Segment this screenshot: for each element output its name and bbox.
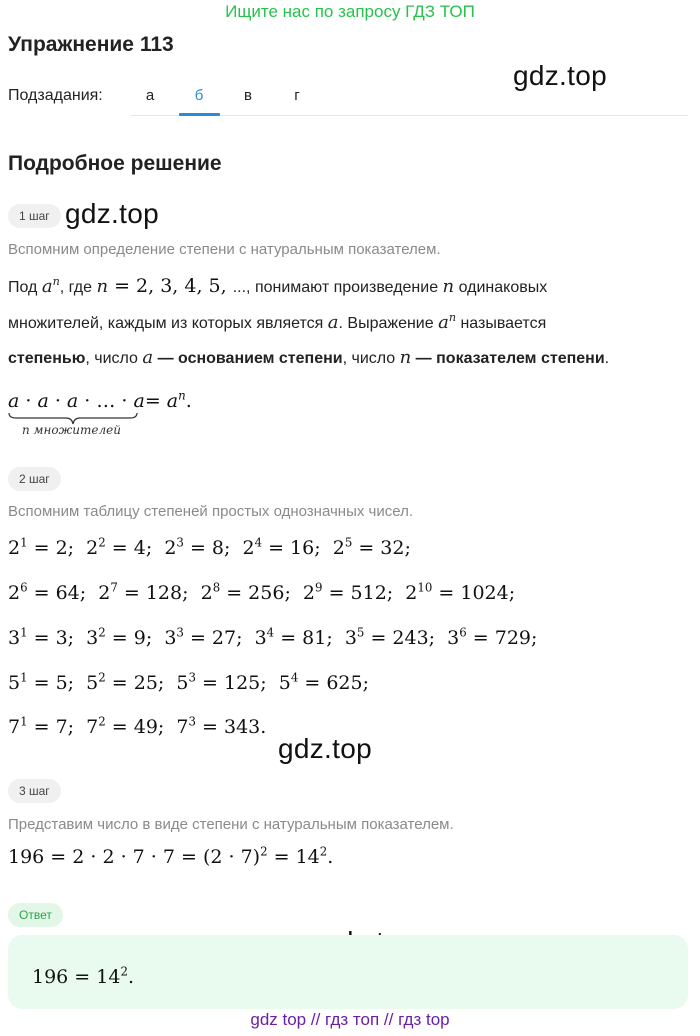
powers-of-2-line-2: $2^6 = 64$; $2^7 = 128$; $2^8 = 256$; $2^9 = 512$; $2^{10} = 1024$; xyxy=(8,580,516,604)
active-tab-indicator xyxy=(179,113,220,116)
bottom-links xyxy=(0,1010,700,1030)
definition-line-2: множителей, каждым из которых является a. Выражение $a^n$ называется xyxy=(8,310,547,333)
brace-label: n множителей xyxy=(22,423,121,437)
watermark: gdz.top xyxy=(278,733,372,764)
tab-a[interactable]: а xyxy=(145,87,155,104)
powers-of-3: $3^1 = 3$; $3^2 = 9$; $3^3 = 27$; $3^4 = 81$; $3^5 = 243$; $3^6 = 729$; xyxy=(8,625,538,649)
product-formula: a · a · a · … · $a= a^n$. n множителей xyxy=(8,388,192,437)
tab-v[interactable]: в xyxy=(244,87,252,104)
answer-badge: Ответ xyxy=(8,903,63,927)
definition-line-3: степенью, число a — основанием степени, число n — показателем степени. xyxy=(8,347,610,368)
footer-link[interactable]: gdz top xyxy=(250,1010,307,1029)
definition-line-1: Под $a^n$, где n = 2, 3, 4, 5, ..., понимают произведение n одинаковых xyxy=(8,274,548,297)
powers-of-5: $5^1 = 5$; $5^2 = 25$; $5^3 = 125$; $5^4 = 625$; xyxy=(8,670,370,694)
step-badge: 2 шаг xyxy=(8,467,61,491)
step-badge: 1 шаг xyxy=(8,204,61,228)
section-title: Подробное решение xyxy=(8,152,222,175)
step-hint: Вспомним таблицу степеней простых однозначных чисел. xyxy=(8,503,413,520)
search-banner: Ищите нас по запросу ГДЗ ТОП xyxy=(225,2,475,21)
step-hint: Представим число в виде степени с натуральным показателем. xyxy=(8,816,454,833)
powers-of-2-line-1: $2^1 = 2$; $2^2 = 4$; $2^3 = 8$; $2^4 = 16$; $2^5 = 32$; xyxy=(8,535,411,559)
step-badge: 3 шаг xyxy=(8,779,61,803)
watermark: gdz.top xyxy=(65,198,159,229)
solution-equation: $196 = 2 \cdot 2 \cdot 7 \cdot 7 = (2 \cdot 7)^2 = 14^2$. xyxy=(8,844,334,868)
footer-separator: // xyxy=(310,1010,321,1029)
powers-of-7: $7^1 = 7$; $7^2 = 49$; $7^3 = 343$. xyxy=(8,714,267,738)
tab-g[interactable]: г xyxy=(294,87,300,104)
footer-separator: // xyxy=(383,1010,394,1029)
page-title: Упражнение 113 xyxy=(8,33,174,56)
step-hint: Вспомним определение степени с натуральным показателем. xyxy=(8,241,441,258)
footer-link[interactable]: гдз top xyxy=(398,1010,450,1029)
answer-equation: $196 = 14^2$. xyxy=(32,964,134,988)
subtasks-label: Подзадания: xyxy=(8,87,103,104)
footer-link[interactable]: гдз топ xyxy=(325,1010,380,1029)
tab-b[interactable]: б xyxy=(194,87,204,104)
watermark: gdz.top xyxy=(513,60,607,91)
